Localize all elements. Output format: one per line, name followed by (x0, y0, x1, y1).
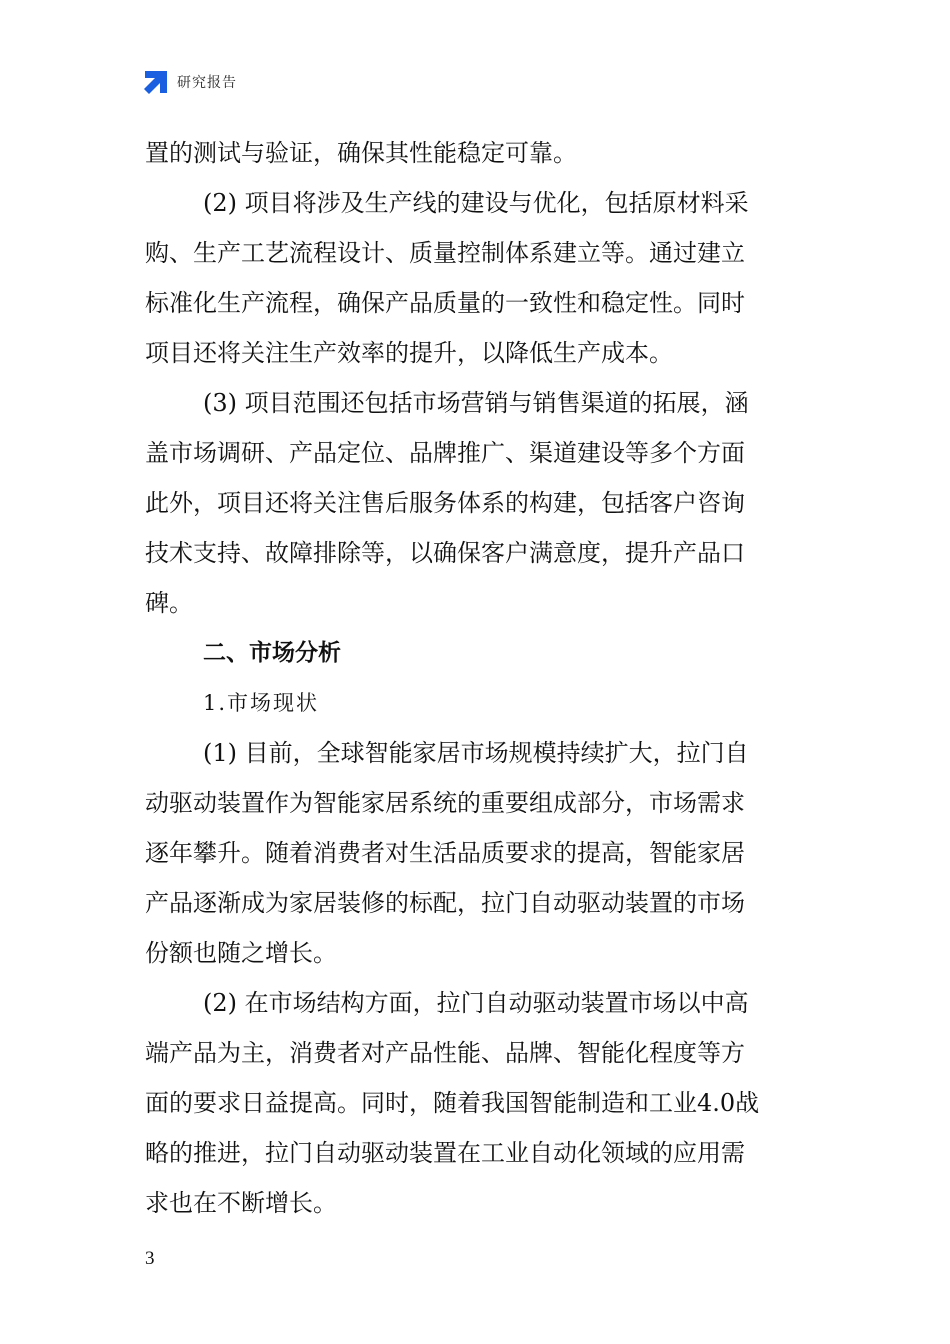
paragraph-line: 端产品为主，消费者对产品性能、品牌、智能化程度等方 (145, 1039, 745, 1067)
paragraph-line: 标准化生产流程，确保产品质量的一致性和稳定性。同时 (145, 289, 745, 317)
paragraph-line: 购、生产工艺流程设计、质量控制体系建立等。通过建立 (145, 239, 745, 267)
paragraph-line: (2) 项目将涉及生产线的建设与优化，包括原材料采 (203, 189, 749, 217)
document-body (145, 128, 810, 1228)
paragraph-line: 求也在不断增长。 (145, 1189, 337, 1217)
subsection-heading: 1.市场现状 (203, 691, 320, 715)
paragraph-line: 项目还将关注生产效率的提升，以降低生产成本。 (145, 339, 673, 367)
paragraph-line: 此外，项目还将关注售后服务体系的构建，包括客户咨询 (145, 489, 745, 517)
paragraph-line: 盖市场调研、产品定位、品牌推广、渠道建设等多个方面 (145, 439, 745, 467)
report-header (143, 68, 237, 96)
paragraph-line: 置的测试与验证，确保其性能稳定可靠。 (145, 139, 577, 167)
paragraph-line: 技术支持、故障排除等，以确保客户满意度，提升产品口 (145, 539, 745, 567)
paragraph-line: 动驱动装置作为智能家居系统的重要组成部分，市场需求 (145, 789, 745, 817)
arrow-up-right-icon (143, 69, 169, 95)
paragraph-line: (2) 在市场结构方面，拉门自动驱动装置市场以中高 (203, 989, 749, 1017)
paragraph-line: 逐年攀升。随着消费者对生活品质要求的提高，智能家居 (145, 839, 745, 867)
page-number: 3 (145, 1248, 155, 1269)
paragraph-line: 产品逐渐成为家居装修的标配，拉门自动驱动装置的市场 (145, 889, 745, 917)
section-heading: 二、市场分析 (203, 640, 341, 666)
paragraph-line: 份额也随之增长。 (145, 939, 337, 967)
paragraph-line: (3) 项目范围还包括市场营销与销售渠道的拓展，涵 (203, 389, 749, 417)
paragraph-line: 面的要求日益提高。同时，随着我国智能制造和工业4.0战 (145, 1089, 760, 1117)
header-title: 研究报告 (177, 75, 237, 91)
paragraph-line: 碑。 (145, 589, 193, 617)
paragraph-line: (1) 目前，全球智能家居市场规模持续扩大，拉门自 (203, 739, 749, 767)
paragraph-line: 略的推进，拉门自动驱动装置在工业自动化领域的应用需 (145, 1139, 745, 1167)
